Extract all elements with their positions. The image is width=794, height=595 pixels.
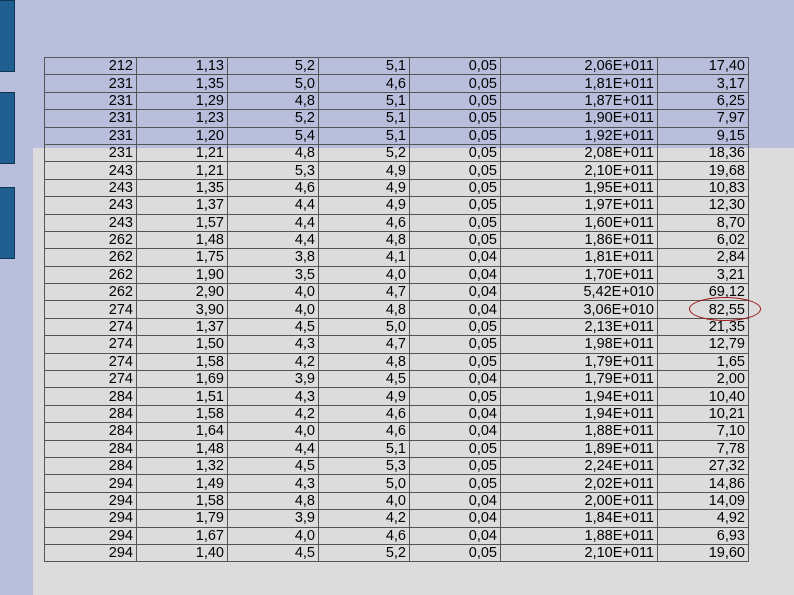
table-cell: 1,57 [137, 214, 228, 231]
table-cell: 5,1 [319, 92, 410, 109]
table-row [45, 92, 749, 109]
table-cell: 4,92 [658, 510, 749, 527]
table-cell: 4,2 [228, 353, 319, 370]
table-cell: 0,04 [410, 527, 501, 544]
table-cell: 1,67 [137, 527, 228, 544]
table-cell: 284 [45, 423, 137, 440]
table-row [45, 197, 749, 214]
table-cell: 1,79E+011 [501, 353, 658, 370]
table-cell: 3,9 [228, 510, 319, 527]
table-cell: 0,05 [410, 318, 501, 335]
table-cell: 0,04 [410, 405, 501, 422]
table-cell: 1,35 [137, 179, 228, 196]
table-cell: 1,58 [137, 353, 228, 370]
table-cell: 243 [45, 197, 137, 214]
table-cell: 2,10E+011 [501, 162, 658, 179]
table-cell: 274 [45, 301, 137, 318]
table-cell: 3,5 [228, 266, 319, 283]
table-cell: 1,35 [137, 75, 228, 92]
table-row [45, 318, 749, 335]
table-cell: 1,21 [137, 144, 228, 161]
table-cell: 5,4 [228, 127, 319, 144]
table-cell: 12,79 [658, 336, 749, 353]
table-cell: 4,6 [228, 179, 319, 196]
side-tab-3 [0, 187, 15, 259]
table-cell: 4,3 [228, 475, 319, 492]
table-row [45, 179, 749, 196]
table-cell: 0,05 [410, 110, 501, 127]
table-cell: 4,5 [228, 457, 319, 474]
table-cell: 1,64 [137, 423, 228, 440]
table-cell: 0,05 [410, 475, 501, 492]
table-cell: 4,0 [319, 266, 410, 283]
table-cell: 294 [45, 475, 137, 492]
table-cell: 262 [45, 284, 137, 301]
table-body [45, 58, 749, 562]
table-cell: 1,90E+011 [501, 110, 658, 127]
table-cell: 7,10 [658, 423, 749, 440]
table-cell: 1,40 [137, 544, 228, 561]
table-cell: 1,70E+011 [501, 266, 658, 283]
table-cell: 6,25 [658, 92, 749, 109]
table-cell: 3,21 [658, 266, 749, 283]
table-cell: 4,0 [228, 423, 319, 440]
table-cell: 1,23 [137, 110, 228, 127]
table-cell: 0,05 [410, 440, 501, 457]
table-row [45, 388, 749, 405]
table-cell: 4,4 [228, 231, 319, 248]
table-cell: 1,21 [137, 162, 228, 179]
table-cell: 14,86 [658, 475, 749, 492]
table-cell: 284 [45, 405, 137, 422]
table-cell: 5,3 [319, 457, 410, 474]
table-cell: 5,42E+010 [501, 284, 658, 301]
table-cell: 231 [45, 92, 137, 109]
table-cell: 1,86E+011 [501, 231, 658, 248]
table-cell: 2,08E+011 [501, 144, 658, 161]
table-cell: 0,05 [410, 179, 501, 196]
table-cell: 10,40 [658, 388, 749, 405]
table-cell: 0,05 [410, 231, 501, 248]
table-cell: 0,05 [410, 353, 501, 370]
table-row [45, 249, 749, 266]
table-cell: 294 [45, 492, 137, 509]
table-cell: 1,79E+011 [501, 371, 658, 388]
table-cell: 8,70 [658, 214, 749, 231]
table-row [45, 510, 749, 527]
table-cell: 231 [45, 127, 137, 144]
table-cell: 19,68 [658, 162, 749, 179]
table-cell: 4,7 [319, 284, 410, 301]
table-cell: 5,1 [319, 110, 410, 127]
table-cell: 1,75 [137, 249, 228, 266]
table-row [45, 423, 749, 440]
table-row [45, 127, 749, 144]
table-cell: 12,30 [658, 197, 749, 214]
table-cell: 231 [45, 110, 137, 127]
table-row [45, 144, 749, 161]
table-cell: 21,35 [658, 318, 749, 335]
table-cell: 274 [45, 371, 137, 388]
table-cell: 3,06E+010 [501, 301, 658, 318]
table-cell: 262 [45, 249, 137, 266]
table-cell: 4,8 [319, 353, 410, 370]
table-cell: 18,36 [658, 144, 749, 161]
table-cell: 1,94E+011 [501, 388, 658, 405]
table-cell: 0,05 [410, 144, 501, 161]
table-row [45, 492, 749, 509]
table-cell: 4,5 [319, 371, 410, 388]
table-cell: 69,12 [658, 284, 749, 301]
table-cell: 2,00E+011 [501, 492, 658, 509]
table-cell: 243 [45, 214, 137, 231]
table-cell: 4,6 [319, 423, 410, 440]
table-cell: 0,04 [410, 249, 501, 266]
table-row [45, 405, 749, 422]
table-cell: 1,81E+011 [501, 75, 658, 92]
table-cell: 7,78 [658, 440, 749, 457]
side-tab-2 [0, 92, 15, 164]
table-cell: 1,89E+011 [501, 440, 658, 457]
table-cell: 0,05 [410, 162, 501, 179]
table-cell: 4,3 [228, 388, 319, 405]
table-cell: 0,04 [410, 371, 501, 388]
table-cell: 5,2 [319, 544, 410, 561]
table-cell: 0,05 [410, 75, 501, 92]
table-row [45, 301, 749, 318]
table-cell: 4,8 [319, 301, 410, 318]
table-row [45, 371, 749, 388]
table-cell: 1,90 [137, 266, 228, 283]
table-cell: 0,05 [410, 336, 501, 353]
table-cell: 1,29 [137, 92, 228, 109]
table-cell: 5,0 [228, 75, 319, 92]
table-cell: 4,8 [319, 231, 410, 248]
table-cell: 4,0 [228, 527, 319, 544]
table-cell: 10,21 [658, 405, 749, 422]
table-cell: 1,13 [137, 58, 228, 75]
table-cell: 4,6 [319, 75, 410, 92]
table-cell: 1,94E+011 [501, 405, 658, 422]
table-cell: 0,05 [410, 457, 501, 474]
table-cell: 1,98E+011 [501, 336, 658, 353]
table-cell: 82,55 [658, 301, 749, 318]
table-cell: 5,0 [319, 318, 410, 335]
table-cell: 1,92E+011 [501, 127, 658, 144]
table-cell: 0,05 [410, 388, 501, 405]
table-cell: 262 [45, 266, 137, 283]
table-cell: 2,13E+011 [501, 318, 658, 335]
table-cell: 1,58 [137, 405, 228, 422]
table-cell: 7,97 [658, 110, 749, 127]
table-cell: 4,2 [228, 405, 319, 422]
table-row [45, 162, 749, 179]
table-cell: 2,24E+011 [501, 457, 658, 474]
table-cell: 4,5 [228, 318, 319, 335]
table-cell: 3,90 [137, 301, 228, 318]
table-cell: 0,05 [410, 92, 501, 109]
table-cell: 1,69 [137, 371, 228, 388]
table-cell: 1,79 [137, 510, 228, 527]
table-cell: 2,00 [658, 371, 749, 388]
table-row [45, 353, 749, 370]
table-cell: 2,02E+011 [501, 475, 658, 492]
table-cell: 4,0 [228, 301, 319, 318]
table-cell: 1,37 [137, 197, 228, 214]
table-cell: 284 [45, 457, 137, 474]
table-cell: 1,50 [137, 336, 228, 353]
table-cell: 1,87E+011 [501, 92, 658, 109]
table-cell: 1,95E+011 [501, 179, 658, 196]
table-cell: 5,2 [319, 144, 410, 161]
table-cell: 4,2 [319, 510, 410, 527]
table-cell: 9,15 [658, 127, 749, 144]
table-cell: 0,04 [410, 266, 501, 283]
table-row [45, 440, 749, 457]
table-cell: 294 [45, 544, 137, 561]
table-cell: 294 [45, 527, 137, 544]
table-cell: 4,8 [228, 92, 319, 109]
table-cell: 17,40 [658, 58, 749, 75]
table-cell: 1,88E+011 [501, 527, 658, 544]
table-cell: 294 [45, 510, 137, 527]
table-cell: 3,17 [658, 75, 749, 92]
table-row [45, 475, 749, 492]
table-cell: 4,9 [319, 388, 410, 405]
table-cell: 5,2 [228, 58, 319, 75]
table-cell: 243 [45, 162, 137, 179]
table-row [45, 214, 749, 231]
table-cell: 4,5 [228, 544, 319, 561]
table-cell: 0,04 [410, 301, 501, 318]
table-cell: 4,0 [228, 284, 319, 301]
table-cell: 262 [45, 231, 137, 248]
table-row [45, 75, 749, 92]
table-cell: 10,83 [658, 179, 749, 196]
table-cell: 4,6 [319, 527, 410, 544]
data-table [44, 57, 749, 562]
table-cell: 1,58 [137, 492, 228, 509]
table-cell: 274 [45, 336, 137, 353]
table-row [45, 336, 749, 353]
table-cell: 1,97E+011 [501, 197, 658, 214]
table-cell: 284 [45, 388, 137, 405]
table-cell: 6,93 [658, 527, 749, 544]
table-row [45, 527, 749, 544]
table-cell: 274 [45, 318, 137, 335]
table-row [45, 457, 749, 474]
table-cell: 1,51 [137, 388, 228, 405]
table-cell: 0,05 [410, 58, 501, 75]
table-cell: 4,7 [319, 336, 410, 353]
table-cell: 2,10E+011 [501, 544, 658, 561]
table-cell: 1,84E+011 [501, 510, 658, 527]
table-cell: 3,9 [228, 371, 319, 388]
table-row [45, 58, 749, 75]
table-cell: 231 [45, 144, 137, 161]
table-cell: 212 [45, 58, 137, 75]
table-cell: 4,4 [228, 440, 319, 457]
table-cell: 243 [45, 179, 137, 196]
table-cell: 5,0 [319, 475, 410, 492]
table-cell: 4,8 [228, 492, 319, 509]
table-cell: 5,3 [228, 162, 319, 179]
table-cell: 1,60E+011 [501, 214, 658, 231]
table-cell: 5,2 [228, 110, 319, 127]
table-cell: 0,05 [410, 197, 501, 214]
table-cell: 0,04 [410, 284, 501, 301]
table-cell: 1,32 [137, 457, 228, 474]
table-cell: 4,6 [319, 405, 410, 422]
table-cell: 2,90 [137, 284, 228, 301]
table-cell: 14,09 [658, 492, 749, 509]
table-row [45, 544, 749, 561]
table-cell: 0,04 [410, 510, 501, 527]
table-cell: 1,49 [137, 475, 228, 492]
table-cell: 4,8 [228, 144, 319, 161]
table-cell: 19,60 [658, 544, 749, 561]
table-cell: 5,1 [319, 127, 410, 144]
table-cell: 1,88E+011 [501, 423, 658, 440]
table-cell: 274 [45, 353, 137, 370]
table-cell: 4,0 [319, 492, 410, 509]
table-cell: 0,04 [410, 492, 501, 509]
table-cell: 4,6 [319, 214, 410, 231]
table-cell: 3,8 [228, 249, 319, 266]
table-cell: 0,04 [410, 423, 501, 440]
table-cell: 1,20 [137, 127, 228, 144]
table-cell: 284 [45, 440, 137, 457]
table-row [45, 266, 749, 283]
table-cell: 1,37 [137, 318, 228, 335]
table-cell: 4,9 [319, 179, 410, 196]
side-tab-1 [0, 0, 15, 72]
table-cell: 4,9 [319, 197, 410, 214]
table-cell: 0,05 [410, 544, 501, 561]
table-cell: 1,65 [658, 353, 749, 370]
table-cell: 2,84 [658, 249, 749, 266]
table-cell: 5,1 [319, 58, 410, 75]
table-row [45, 284, 749, 301]
table-cell: 231 [45, 75, 137, 92]
table-row [45, 231, 749, 248]
table-cell: 4,3 [228, 336, 319, 353]
table-cell: 6,02 [658, 231, 749, 248]
table-cell: 0,05 [410, 214, 501, 231]
table-cell: 4,9 [319, 162, 410, 179]
table-cell: 4,4 [228, 214, 319, 231]
table-cell: 5,1 [319, 440, 410, 457]
table-cell: 1,48 [137, 231, 228, 248]
table-cell: 1,48 [137, 440, 228, 457]
table-cell: 0,05 [410, 127, 501, 144]
table-cell: 1,81E+011 [501, 249, 658, 266]
table-cell: 4,4 [228, 197, 319, 214]
table-cell: 2,06E+011 [501, 58, 658, 75]
table-cell: 4,1 [319, 249, 410, 266]
table-row [45, 110, 749, 127]
table-cell: 27,32 [658, 457, 749, 474]
